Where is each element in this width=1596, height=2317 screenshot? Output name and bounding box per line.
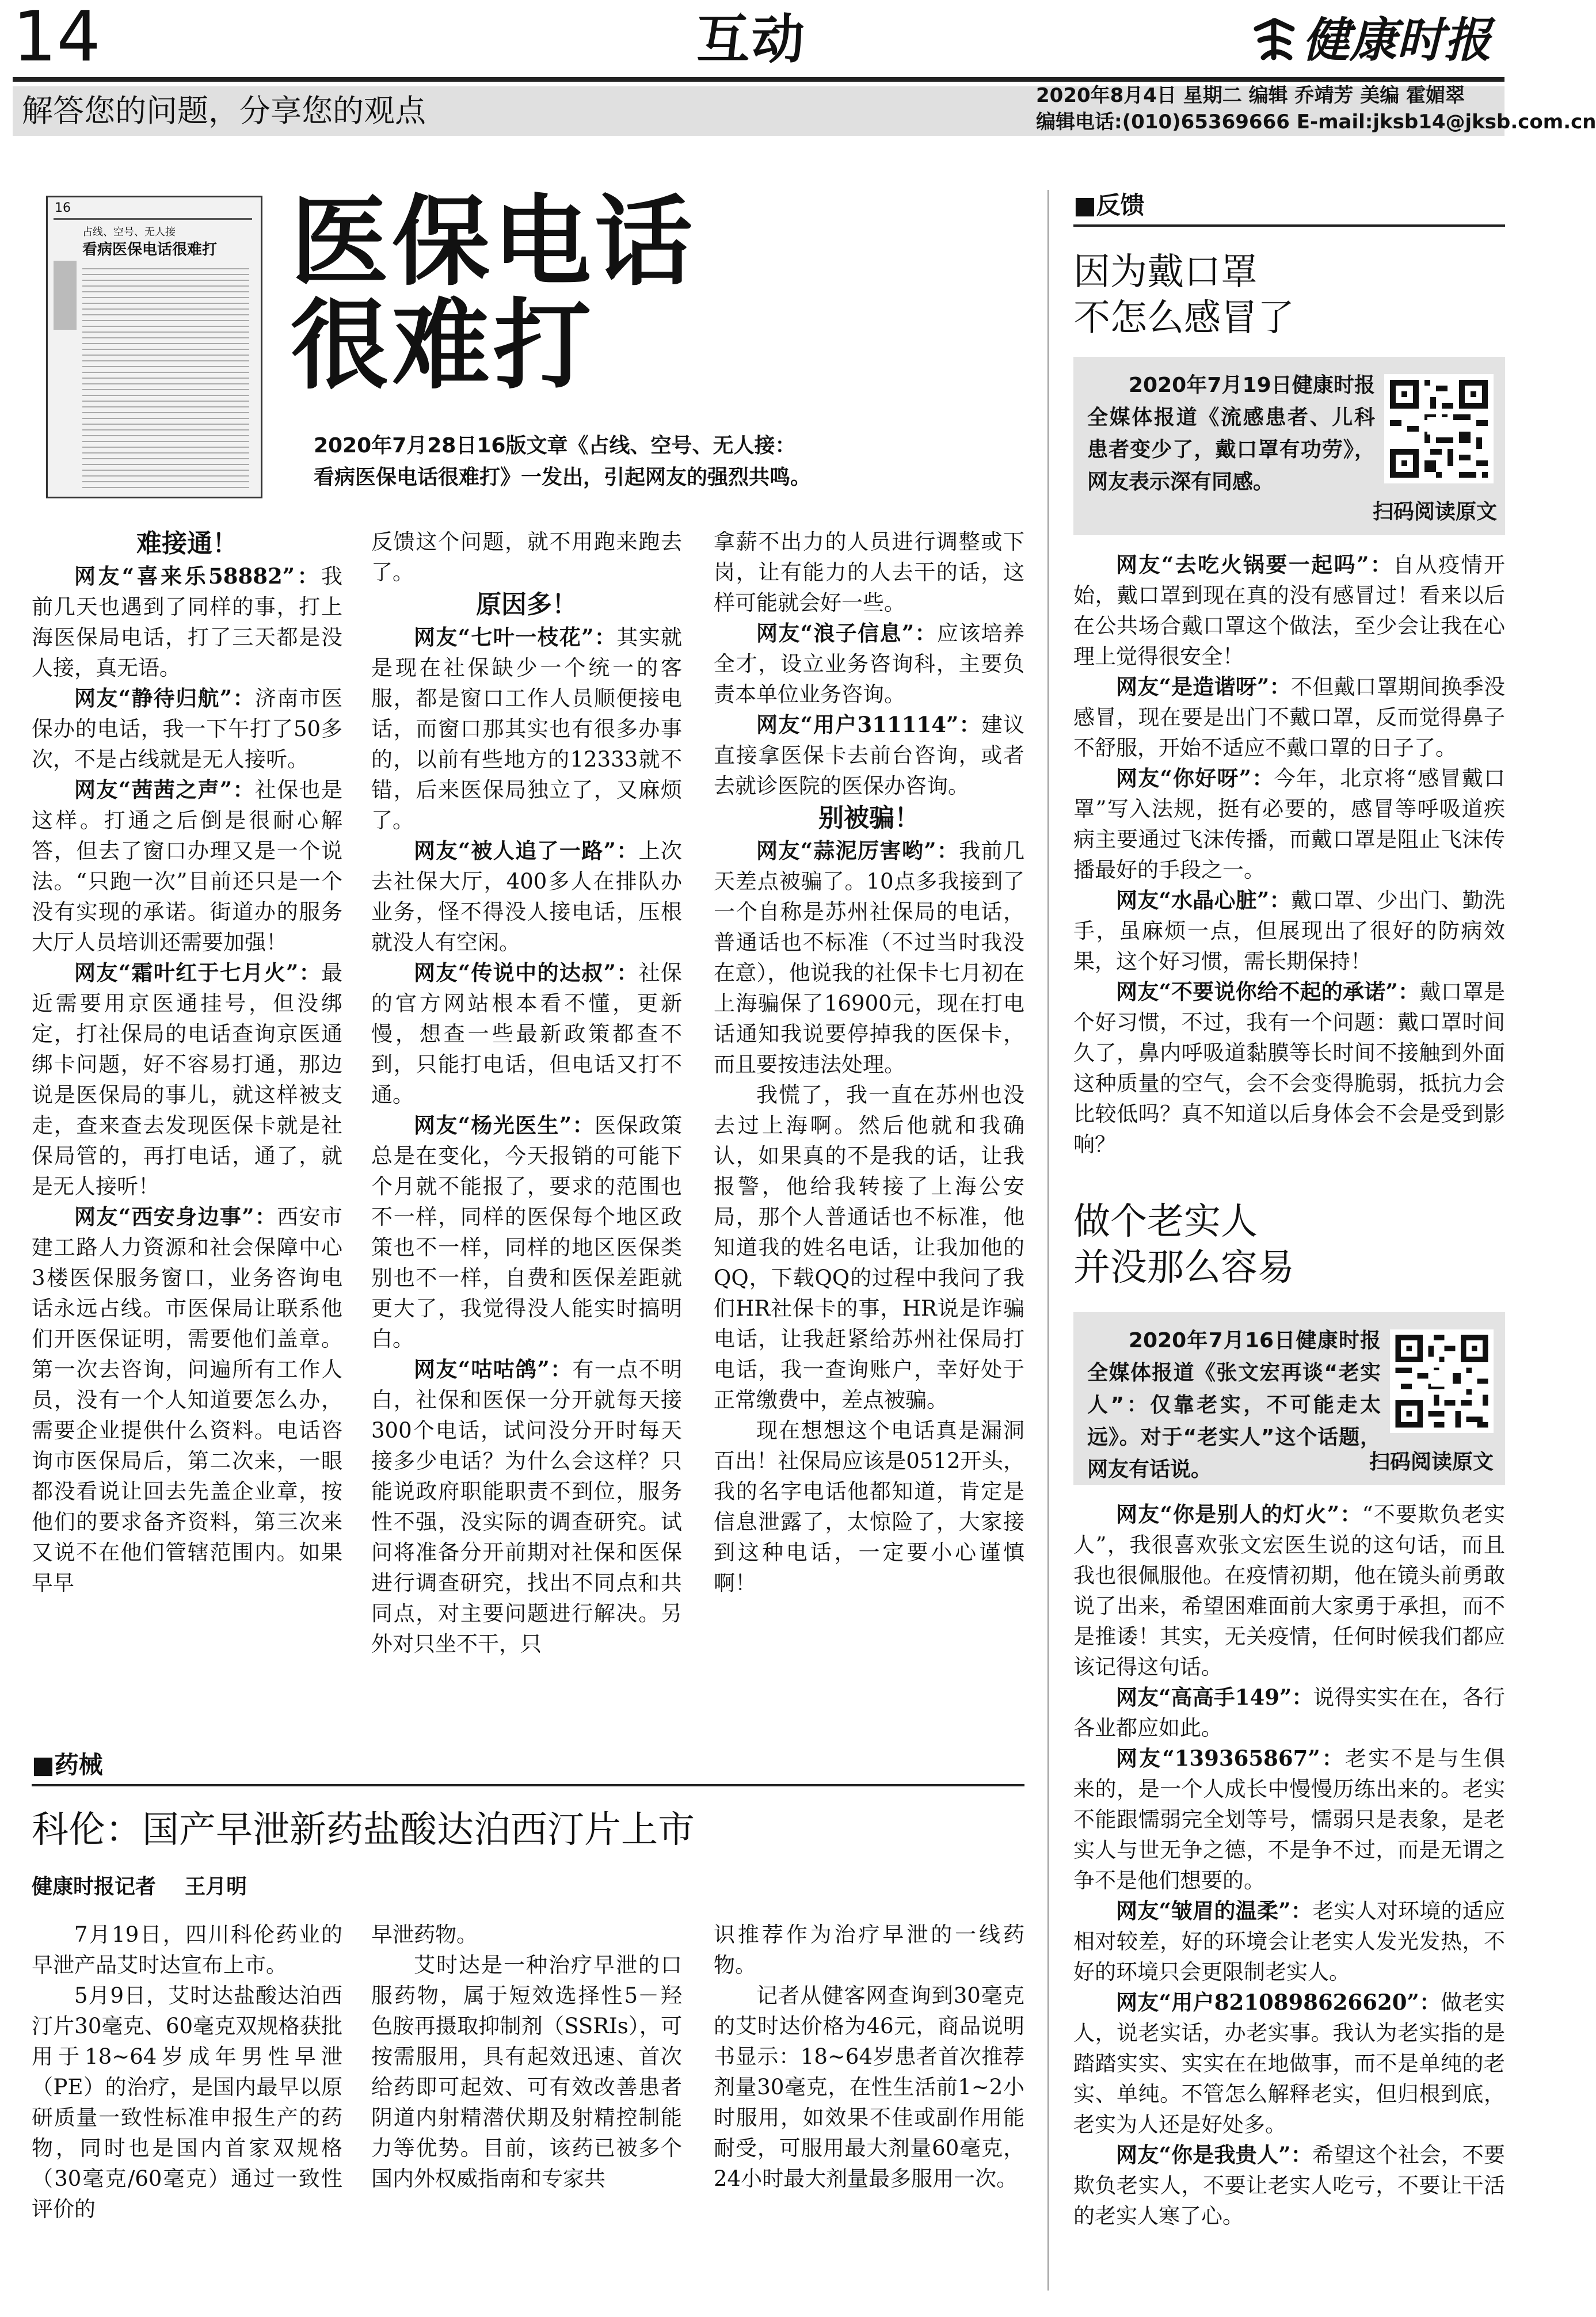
brand-logo-icon — [1252, 17, 1297, 62]
feedback2-headline-line2: 并没那么容易 — [1073, 1247, 1294, 1289]
main-lead-line1: 2020年7月28日16版文章《占线、空号、无人接： — [314, 434, 796, 458]
comment-paragraph: 网友“喜来乐58882”：我前几天也遇到了同样的事，打上海医保局电话，打了三天都是没人接，真无语。 — [32, 563, 342, 680]
qr-code-icon[interactable] — [1390, 1329, 1494, 1433]
comment-paragraph: 网友“用户8210898626620”：做老实人，说老实话，办老实事。我认为老实指的是踏踏实实、实实在在地做事，而不是单纯的老实、单纯。不管怎么解释老实，但归根到底，老实为人还是好处多。 — [1073, 1990, 1506, 2137]
feedback2-column — [1073, 1499, 1505, 2305]
drug-column-2 — [371, 1919, 682, 2288]
feedback2-box-text: 2020年7月16日健康时报全媒体报道《张文宏再谈“老实人”：仅靠老实，不可能走太远》。对于“老实人”这个话题，网友有话说。 — [1087, 1329, 1381, 1481]
comment-paragraph: 现在想想这个电话真是漏洞百出！社保局应该是0512开头，我的名字电话他都知道，肯定是信息泄露了，太惊险了，大家接到这种电话，一定要小心谨慎啊！ — [714, 1418, 1024, 1595]
drug-column-1 — [32, 1919, 342, 2288]
comment-paragraph: 网友“茜茜之声”：社保也是这样。打通之后倒是很耐心解答，但去了窗口办理又是一个说法。“只跑一次”目前还只是一个没有实现的承诺。街道办的服务大厅人员培训还需要加强！ — [32, 777, 342, 955]
thumbnail-headline: 看病医保电话很难打 — [82, 241, 218, 258]
drug-section-rule — [32, 1784, 1024, 1786]
comment-paragraph: 网友“被人追了一路”：上次去社保大厅，400多人在排队办业务，怪不得没人接电话，压根就没人有空闲。 — [371, 838, 682, 955]
feedback1-box-text: 2020年7月19日健康时报全媒体报道《流感患者、儿科患者变少了，戴口罩有功劳》，网友表示深有同感。 — [1087, 374, 1375, 494]
main-headline-line2: 很难打 — [291, 288, 595, 403]
feedback2-headline-line1: 做个老实人 — [1073, 1201, 1258, 1243]
comment-paragraph: 网友“水晶心脏”：戴口罩、少出门、勤洗手，虽麻烦一点，但展现出了很好的防病效果，这个好习惯，需长期保持！ — [1073, 887, 1505, 974]
comment-paragraph: 我慌了，我一直在苏州也没去过上海啊。然后他就和我确认，如果真的不是我的话，让我报警，他给我转接了上海公安局，那个人普通话也不标准，他知道我的姓名电话，让我加他的QQ，下载QQ的过程中我问了我们HR社保卡的事，HR说是诈骗电话，让我赶紧给苏州社保局打电话，我一查询账户，幸好处于正常缴费中，差点被骗。 — [714, 1083, 1024, 1412]
comment-paragraph: 网友“咕咕鸽”：有一点不明白，社保和医保一分开就每天接300个电话，试问没分开时每天接多少电话？为什么会这样？只能说政府职能职责不到位，服务性不强，没实际的调查研究。试问将准备分开前期对社保和医保进行调查研究，找出不同点和共同点，对主要问题进行解决。另外对只坐不干，只 — [371, 1356, 682, 1656]
feedback1-scan-label: 扫码阅读原文 — [1373, 500, 1498, 524]
comment-paragraph: 网友“去吃火锅要一起吗”：自从疫情开始，戴口罩到现在真的没有感冒过！看来以后在公共场合戴口罩这个做法，至少会让我在心理上觉得很安全！ — [1073, 552, 1505, 669]
main-column-3 — [714, 527, 1024, 1727]
drug-paragraph: 7月19日，四川科伦药业的早泄产品艾时达宣布上市。 — [32, 1922, 342, 1977]
comment-paragraph: 网友“蒜泥厉害哟”：我前几天差点被骗了。10点多我接到了一个自称是苏州社保局的电话，普通话也不标准（不过当时我没在意），他说我的社保卡七月初在上海骗保了16900元，现在打电话通知我说要停掉我的医保卡，而且要按违法处理。 — [714, 838, 1024, 1077]
continued-text: 拿薪不出力的人员进行调整或下岗，让有能力的人去干的话，这样可能就会好一些。 — [714, 529, 1024, 615]
comment-paragraph: 网友“杨光医生”：医保政策总是在变化，今天报销的可能下个月就不能报了，要求的范围也不一样，同样的医保每个地区政策也不一样，同样的地区医保类别也不一样，自费和医保差距就更大了，我觉得没人能实时搞明白。 — [371, 1112, 682, 1351]
header-contact: 编辑电话:(010)65369666 E-mail:jksb14@jksb.com.cn — [1036, 110, 1596, 134]
brand-logo — [1252, 13, 1505, 70]
header-date-line: 2020年8月4日 星期二 编辑 乔靖芳 美编 霍媚翠 — [1036, 84, 1465, 107]
comment-paragraph: 网友“不要说你给不起的承诺”：戴口罩是个好习惯，不过，我有一个问题：戴口罩时间久了，鼻内呼吸道黏膜等长时间不接触到外面这种质量的空气，会不会变得脆弱，抵抗力会比较低吗？真不知道以后身体会不会是受到影响？ — [1073, 979, 1505, 1157]
main-lead-line2: 看病医保电话很难打》一发出，引起网友的强烈共鸣。 — [314, 466, 812, 489]
thumbnail-page-number: 16 — [55, 201, 71, 215]
brand-name: 健康时报 — [1302, 13, 1491, 68]
drug-paragraph: 早泄药物。 — [371, 1922, 478, 1947]
drug-paragraph: 记者从健客网查询到30毫克的艾时达价格为46元，商品说明书显示：18~64岁患者首次推荐剂量30毫克，在性生活前1~2小时服用，如效果不佳或副作用能耐受，可服用最大剂量60毫克，24小时最大剂量最多服用一次。 — [714, 1983, 1024, 2191]
column-divider — [1048, 190, 1049, 2291]
thumbnail-photo — [54, 261, 77, 330]
subhead-dont-be-fooled: 别被骗！ — [818, 803, 920, 833]
comment-paragraph: 网友“你是我贵人”：希望这个社会，不要欺负老实人，不要让老实人吃亏，不要让干活的老实人寒了心。 — [1073, 2142, 1505, 2228]
feedback1-column — [1073, 550, 1505, 1183]
comment-paragraph: 网友“浪子信息”：应该培养全才，设立业务咨询科，主要负责本单位业务咨询。 — [714, 620, 1024, 707]
drug-byline: 健康时报记者 王月明 — [32, 1875, 247, 1899]
comment-paragraph: 网友“用户311114”：建议直接拿医保卡去前台咨询，或者去就诊医院的医保办咨询。 — [714, 712, 1024, 798]
feedback2-info-box — [1073, 1312, 1505, 1485]
feedback2-scan-label: 扫码阅读原文 — [1369, 1450, 1494, 1474]
comment-paragraph: 网友“传说中的达叔”：社保的官方网站根本看不懂，更新慢，想查一些最新政策都查不到，只能打电话，但电话又打不通。 — [371, 960, 682, 1107]
comment-paragraph: 网友“你是别人的灯火”：“不要欺负老实人”，我很喜欢张文宏医生说的这句话，而且我也很佩服他。在疫情初期，他在镜头前勇敢说了出来，希望困难面前大家勇于承担，而不是推诿！其实，无关疫情，任何时候我们都应该记得这句话。 — [1073, 1502, 1505, 1679]
comment-paragraph: 网友“静待归航”：济南市医保办的电话，我一下午打了50多次，不是占线就是无人接听。 — [32, 685, 342, 772]
page-number: 14 — [13, 0, 101, 77]
feedback1-info-box — [1073, 357, 1505, 535]
drug-column-3 — [714, 1919, 1024, 2288]
main-column-2 — [371, 527, 682, 1727]
comment-paragraph: 网友“皱眉的温柔”：老实人对环境的适应相对较差，好的环境会让老实人发光发热，不好的环境只会更限制老实人。 — [1073, 1898, 1505, 1984]
drug-paragraph: 艾时达是一种治疗早泄的口服药物，属于短效选择性5－羟色胺再摄取抑制剂（SSRIs），可按需服用，具有起效迅速、首次给药即可起效、可有效改善患者阴道内射精潜伏期及射精控制能力等优势。目前，该药已被多个国内外权威指南和专家共 — [371, 1953, 682, 2191]
feedback-section-rule — [1073, 224, 1505, 227]
header-slogan: 解答您的问题，分享您的观点 — [22, 93, 426, 129]
comment-paragraph: 网友“你好呀”：今年，北京将“感冒戴口罩”写入法规，挺有必要的，感冒等呼吸道疾病主要通过飞沫传播，而戴口罩是阻止飞沫传播最好的手段之一。 — [1073, 765, 1505, 882]
section-title: 互动 — [696, 8, 807, 70]
thumbnail-kicker: 占线、空号、无人接 — [82, 226, 176, 238]
thumbnail-text-lines — [82, 264, 249, 491]
subhead-many-reasons: 原因多！ — [476, 590, 577, 619]
comment-paragraph: 网友“霜叶红于七月火”：最近需要用京医通挂号，但没绑定，打社保局的电话查询京医通绑卡问题，好不容易打通，那边说是医保局的事儿，就这样被支走，查来查去发现医保卡就是社保局管的，再打电话，通了，就是无人接听！ — [32, 960, 342, 1199]
article-thumbnail — [46, 196, 262, 498]
comment-paragraph: 网友“高高手149”：说得实实在在，各行各业都应如此。 — [1073, 1685, 1505, 1740]
header-rule — [13, 77, 1504, 82]
drug-headline: 科伦：国产早泄新药盐酸达泊西汀片上市 — [32, 1809, 695, 1851]
feedback1-headline-line1: 因为戴口罩 — [1073, 251, 1258, 294]
main-headline-line1: 医保电话 — [291, 184, 696, 299]
feedback1-headline-line2: 不怎么感冒了 — [1073, 297, 1294, 340]
comment-paragraph: 网友“是造谐呀”：不但戴口罩期间换季没感冒，现在要是出门不戴口罩，反而觉得鼻子不舒服，开始不适应不戴口罩的日子了。 — [1073, 674, 1505, 760]
drug-paragraph: 识推荐作为治疗早泄的一线药物。 — [714, 1922, 1024, 1977]
comment-paragraph: 网友“西安身边事”：西安市建工路人力资源和社会保障中心3楼医保服务窗口，业务咨询电话永远占线。市医保局让联系他们开医保证明，需要他们盖章。第一次去咨询，问遍所有工作人员，没有一个人知道要怎么办，需要企业提供什么资料。电话咨询市医保局后，第二次来，一眼都没看说让回去先盖企业章，按他们的要求备齐资料，第三次来又说不在他们管辖范围内。如果早早 — [32, 1204, 342, 1595]
drug-paragraph: 5月9日，艾时达盐酸达泊西汀片30毫克、60毫克双规格获批用于18~64岁成年男性早泄（PE）的治疗，是国内最早以原研质量一致性标准申报生产的药物，同时也是国内首家双规格（30毫克/60毫克）通过一致性评价的 — [32, 1983, 342, 2221]
main-column-1 — [32, 527, 342, 1727]
drug-section-label: ■药械 — [32, 1751, 103, 1779]
qr-code-icon[interactable] — [1384, 374, 1494, 483]
comment-paragraph: 网友“七叶一枝花”：其实就是现在社保缺少一个统一的客服，都是窗口工作人员顺便接电话，而窗口那其实也有很多办事的，以前有些地方的12333就不错，后来医保局独立了，又麻烦了。 — [371, 624, 682, 833]
continued-text: 反馈这个问题，就不用跑来跑去了。 — [371, 529, 682, 585]
feedback-section-label: ■反馈 — [1073, 191, 1145, 219]
subhead-hard-to-reach: 难接通！ — [136, 529, 238, 558]
comment-paragraph: 网友“139365867”：老实不是与生俱来的，是一个人成长中慢慢历练出来的。老实不能跟懦弱完全划等号，懦弱只是表象，是老实人与世无争之德，不是争不过，而是无谓之争不是他们想要的。 — [1073, 1746, 1505, 1893]
